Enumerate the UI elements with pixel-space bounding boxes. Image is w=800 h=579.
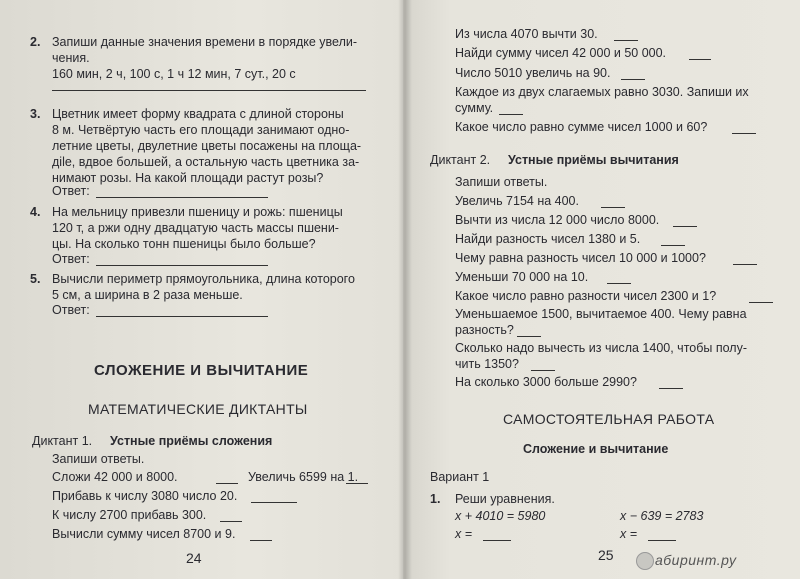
- answer-blank: [689, 59, 711, 60]
- task3-number: 3.: [30, 107, 41, 121]
- task2-line3: 160 мин, 2 ч, 100 с, 1 ч 12 мин, 7 сут., 20 с: [52, 67, 296, 81]
- page-number-left: 24: [186, 550, 202, 566]
- dictation1-item: К числу 2700 прибавь 300.: [52, 508, 207, 522]
- dictation1-label: Диктант 1.: [32, 434, 93, 448]
- task3-line2: 8 м. Четвёртую часть его площади занимают одно-: [52, 123, 350, 137]
- task3-line5: нимают розы. На какой площади растут розы?: [52, 171, 324, 185]
- task2-line2: чения.: [52, 51, 90, 65]
- subsection-title-right: Сложение и вычитание: [523, 442, 669, 456]
- labirint-logo-icon: [636, 552, 654, 570]
- task4-line2: 120 т, а ржи одну двадцатую часть массы пшени-: [52, 221, 339, 235]
- dictation1-item: Увеличь 6599 на 1.: [248, 470, 359, 484]
- item-top: Найди сумму чисел 42 000 и 50 000.: [455, 46, 667, 60]
- answer-blank: [607, 283, 631, 284]
- answer-blank: [346, 483, 368, 484]
- dictation1-item: Сложи 42 000 и 8000.: [52, 470, 178, 484]
- answer-blank: [499, 114, 523, 115]
- answer-blank: [621, 79, 645, 80]
- page-number-right: 25: [598, 547, 614, 563]
- answer-blank: [517, 336, 541, 337]
- dictation2-intro: Запиши ответы.: [455, 175, 548, 189]
- task2-answer-line: [52, 90, 366, 91]
- answer-blank: [531, 370, 555, 371]
- task4-line1: На мельницу привезли пшеницу и рожь: пшеницы: [52, 205, 343, 219]
- equation-2-answer: x =: [620, 527, 638, 541]
- task3-line4: дile, вдвое большей, а остальную часть цветника за-: [52, 155, 360, 169]
- answer-blank: [220, 521, 242, 522]
- task2-number: 2.: [30, 35, 41, 49]
- answer-blank: [673, 226, 697, 227]
- dictation1-intro: Запиши ответы.: [52, 452, 145, 466]
- answer-blank: [483, 540, 511, 541]
- right-page: [403, 0, 800, 579]
- subsection-title: МАТЕМАТИЧЕСКИЕ ДИКТАНТЫ: [88, 401, 308, 417]
- answer-blank: [659, 388, 683, 389]
- answer-blank: [661, 245, 685, 246]
- answer-blank: [216, 483, 238, 484]
- book-spine: [398, 0, 412, 579]
- answer-blank: [749, 302, 773, 303]
- task5-answer-line: [96, 316, 268, 317]
- equation-2: x − 639 = 2783: [620, 509, 704, 523]
- dictation2-item: Уменьши 70 000 на 10.: [455, 270, 589, 284]
- task3-answer-label: Ответ:: [52, 184, 90, 198]
- task3-line1: Цветник имеет форму квадрата с длиной стороны: [52, 107, 344, 121]
- dictation2-item: Увеличь 7154 на 400.: [455, 194, 579, 208]
- dictation2-item: Чему равна разность чисел 10 000 и 1000?: [455, 251, 706, 265]
- dictation2-item: Какое число равно разности чисел 2300 и 1?: [455, 289, 717, 303]
- item-top: Какое число равно сумме чисел 1000 и 60?: [455, 120, 708, 134]
- dictation2-item: Сколько надо вычесть из числа 1400, чтобы полу-: [455, 341, 747, 355]
- task4-line3: цы. На сколько тонн пшеницы было больше?: [52, 237, 316, 251]
- answer-blank: [250, 540, 272, 541]
- answer-blank: [732, 133, 756, 134]
- dictation2-item: На сколько 3000 больше 2990?: [455, 375, 637, 389]
- item-top: Из числа 4070 вычти 30.: [455, 27, 598, 41]
- item-top: Каждое из двух слагаемых равно 3030. Запиши их: [455, 85, 749, 99]
- task2-line1: Запиши данные значения времени в порядке увели-: [52, 35, 358, 49]
- dictation2-item: чить 1350?: [455, 357, 519, 371]
- dictation2-item: разность?: [455, 323, 514, 337]
- dictation1-item: Вычисли сумму чисел 8700 и 9.: [52, 527, 236, 541]
- answer-blank: [251, 502, 297, 503]
- dictation2-item: Уменьшаемое 1500, вычитаемое 400. Чему равна: [455, 307, 747, 321]
- answer-blank: [648, 540, 676, 541]
- task3-line3: летние цветы, двулетние цветы посажены на площа-: [52, 139, 362, 153]
- dictation2-label: Диктант 2.: [430, 153, 491, 167]
- watermark: абиринт.ру: [655, 552, 737, 568]
- answer-blank: [614, 40, 638, 41]
- answer-blank: [733, 264, 757, 265]
- task4-number: 4.: [30, 205, 41, 219]
- dictation2-title: Устные приёмы вычитания: [508, 153, 679, 167]
- task5-line1: Вычисли периметр прямоугольника, длина которого: [52, 272, 355, 286]
- task5-number: 5.: [30, 272, 41, 286]
- task1-text: Реши уравнения.: [455, 492, 555, 506]
- item-top: Число 5010 увеличь на 90.: [455, 66, 611, 80]
- equation-1: x + 4010 = 5980: [455, 509, 546, 523]
- task4-answer-label: Ответ:: [52, 252, 90, 266]
- dictation1-item: Прибавь к числу 3080 число 20.: [52, 489, 238, 503]
- task4-answer-line: [96, 265, 268, 266]
- section-title-right: САМОСТОЯТЕЛЬНАЯ РАБОТА: [503, 411, 715, 427]
- task5-line2: 5 см, а ширина в 2 раза меньше.: [52, 288, 243, 302]
- variant-label: Вариант 1: [430, 470, 490, 484]
- dictation1-title: Устные приёмы сложения: [110, 434, 273, 448]
- dictation2-item: Вычти из числа 12 000 число 8000.: [455, 213, 660, 227]
- section-title: СЛОЖЕНИЕ И ВЫЧИТАНИЕ: [94, 362, 309, 379]
- equation-1-answer: x =: [455, 527, 473, 541]
- dictation2-item: Найди разность чисел 1380 и 5.: [455, 232, 641, 246]
- item-top: сумму.: [455, 101, 494, 115]
- answer-blank: [601, 207, 625, 208]
- task5-answer-label: Ответ:: [52, 303, 90, 317]
- task3-answer-line: [96, 197, 268, 198]
- task1-number: 1.: [430, 492, 441, 506]
